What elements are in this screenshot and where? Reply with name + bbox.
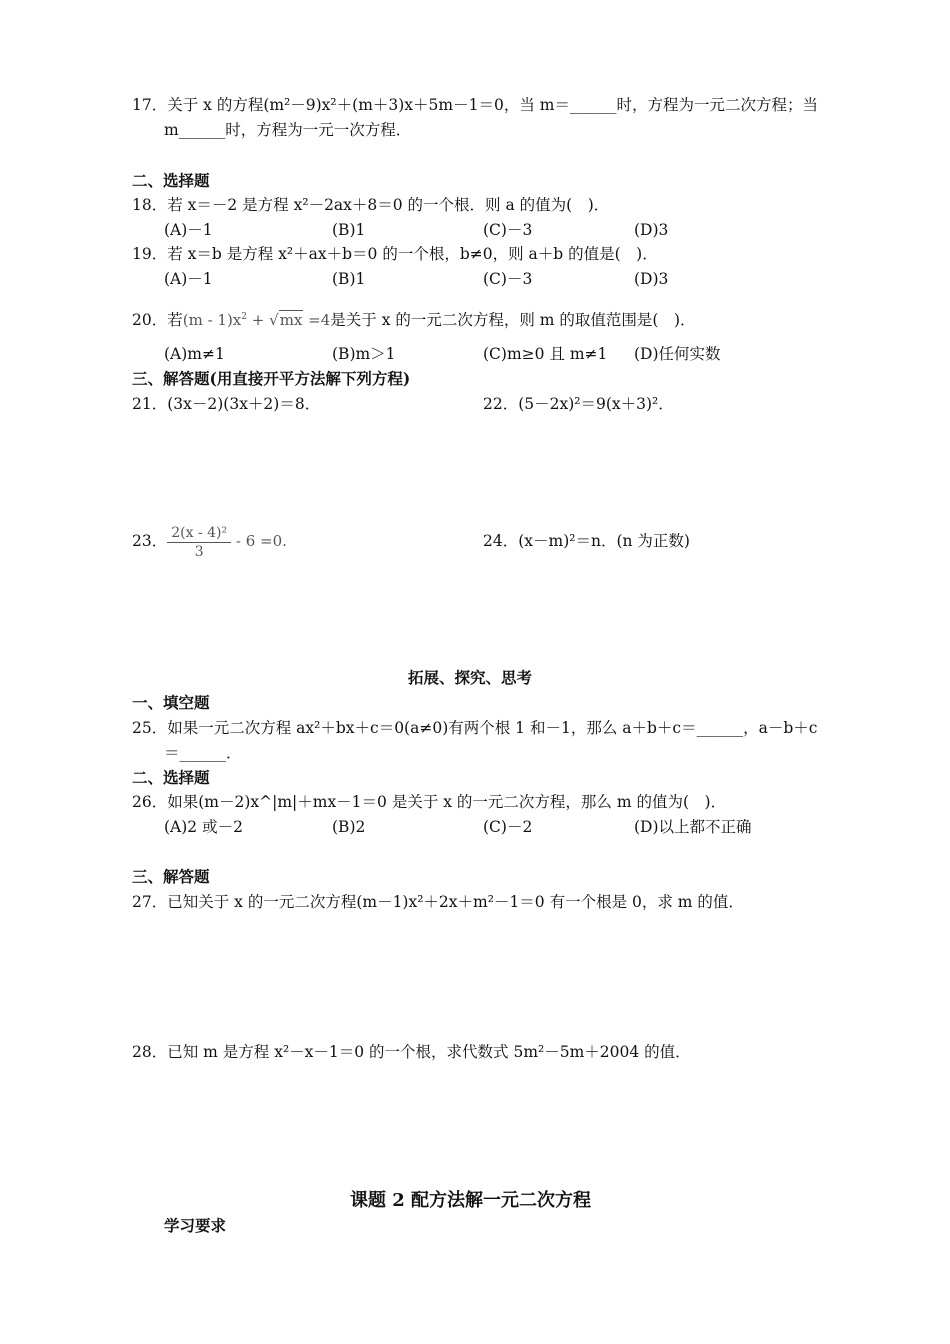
q23-denominator: 3 — [194, 543, 204, 560]
q20-option-d: (D)任何实数 — [634, 345, 721, 363]
q18-option-c: (C)－3 — [483, 221, 533, 239]
ext-section3-heading: 三、解答题 — [132, 867, 210, 886]
q20-option-b: (B)m＞1 — [332, 345, 396, 363]
q19-option-d: (D)3 — [634, 270, 669, 288]
q23-tail: - 6 =0. — [231, 532, 287, 550]
q19-stem: 19．若 x＝b 是方程 x²＋ax＋b＝0 的一个根，b≠0，则 a＋b 的值是( )． — [132, 245, 658, 263]
q19-option-b: (B)1 — [332, 270, 366, 288]
q23-numerator: 2(x - 4)² — [167, 524, 231, 543]
q20-option-a: (A)m≠1 — [164, 345, 225, 363]
q27: 27．已知关于 x 的一元二次方程(m－1)x²＋2x＋m²－1＝0 有一个根是 0，求 m 的值． — [132, 893, 744, 911]
q23-number: 23． — [132, 532, 168, 550]
q19-option-a: (A)－1 — [164, 270, 213, 288]
q26-option-b: (B)2 — [332, 818, 366, 836]
q23-fraction — [167, 524, 231, 561]
q26-stem: 26．如果(m－2)x^|m|＋mx－1＝0 是关于 x 的一元二次方程，那么 m 的值为( )． — [132, 793, 727, 811]
q23 — [132, 523, 287, 561]
q19-option-c: (C)－3 — [483, 270, 533, 288]
q20-number: 20．若 — [132, 311, 183, 329]
q20-sqrt-radicand: mx — [279, 311, 303, 329]
lesson-title: 课题 2 配方法解一元二次方程 — [350, 1190, 592, 1211]
q20-formula-part-a: (m - 1)x — [182, 311, 242, 329]
q20-stem — [132, 306, 696, 331]
q20-formula-plus: + — [247, 311, 270, 329]
ext-section2-heading: 二、选择题 — [132, 768, 210, 787]
ext-section1-heading: 一、填空题 — [132, 693, 210, 712]
q18-option-d: (D)3 — [634, 221, 669, 239]
section2-heading: 二、选择题 — [132, 171, 210, 190]
q20-formula-tail: =4 — [303, 311, 331, 329]
learning-requirements-heading: 学习要求 — [164, 1216, 227, 1235]
q18-stem: 18．若 x＝－2 是方程 x²－2ax＋8＝0 的一个根．则 a 的值为( )． — [132, 196, 610, 214]
q17-line1: 17．关于 x 的方程(m²－9)x²＋(m＋3)x＋5m－1＝0，当 m＝______时，方程为一元二次方程；当 — [132, 96, 818, 114]
q24: 24．(x－m)²＝n．(n 为正数) — [483, 532, 690, 550]
q26-option-d: (D)以上都不正确 — [634, 818, 752, 836]
q22: 22．(5－2x)²＝9(x＋3)²． — [483, 395, 674, 413]
q20-formula — [183, 311, 331, 329]
q21: 21．(3x－2)(3x＋2)＝8． — [132, 395, 321, 413]
q20-option-c: (C)m≥0 且 m≠1 — [483, 345, 608, 363]
q26-option-c: (C)－2 — [483, 818, 533, 836]
q20-stem-tail: 是关于 x 的一元二次方程，则 m 的取值范围是( )． — [330, 311, 696, 329]
q26-option-a: (A)2 或－2 — [164, 818, 243, 836]
extension-heading: 拓展、探究、思考 — [408, 668, 533, 687]
q17-line2: m______时，方程为一元一次方程． — [164, 121, 412, 139]
q25-line2: ＝______． — [164, 744, 242, 762]
q28: 28．已知 m 是方程 x²－x－1＝0 的一个根，求代数式 5m²－5m＋2004 的值． — [132, 1043, 691, 1061]
q20-formula-exponent: 2 — [241, 312, 248, 322]
q25-line1: 25．如果一元二次方程 ax²＋bx＋c＝0(a≠0)有两个根 1 和－1，那么 a＋b＋c＝______，a－b＋c — [132, 719, 818, 737]
q20-sqrt-sign: √ — [269, 311, 279, 329]
section3-heading: 三、解答题(用直接开平方法解下列方程) — [132, 369, 411, 388]
q18-option-a: (A)－1 — [164, 221, 213, 239]
q18-option-b: (B)1 — [332, 221, 366, 239]
